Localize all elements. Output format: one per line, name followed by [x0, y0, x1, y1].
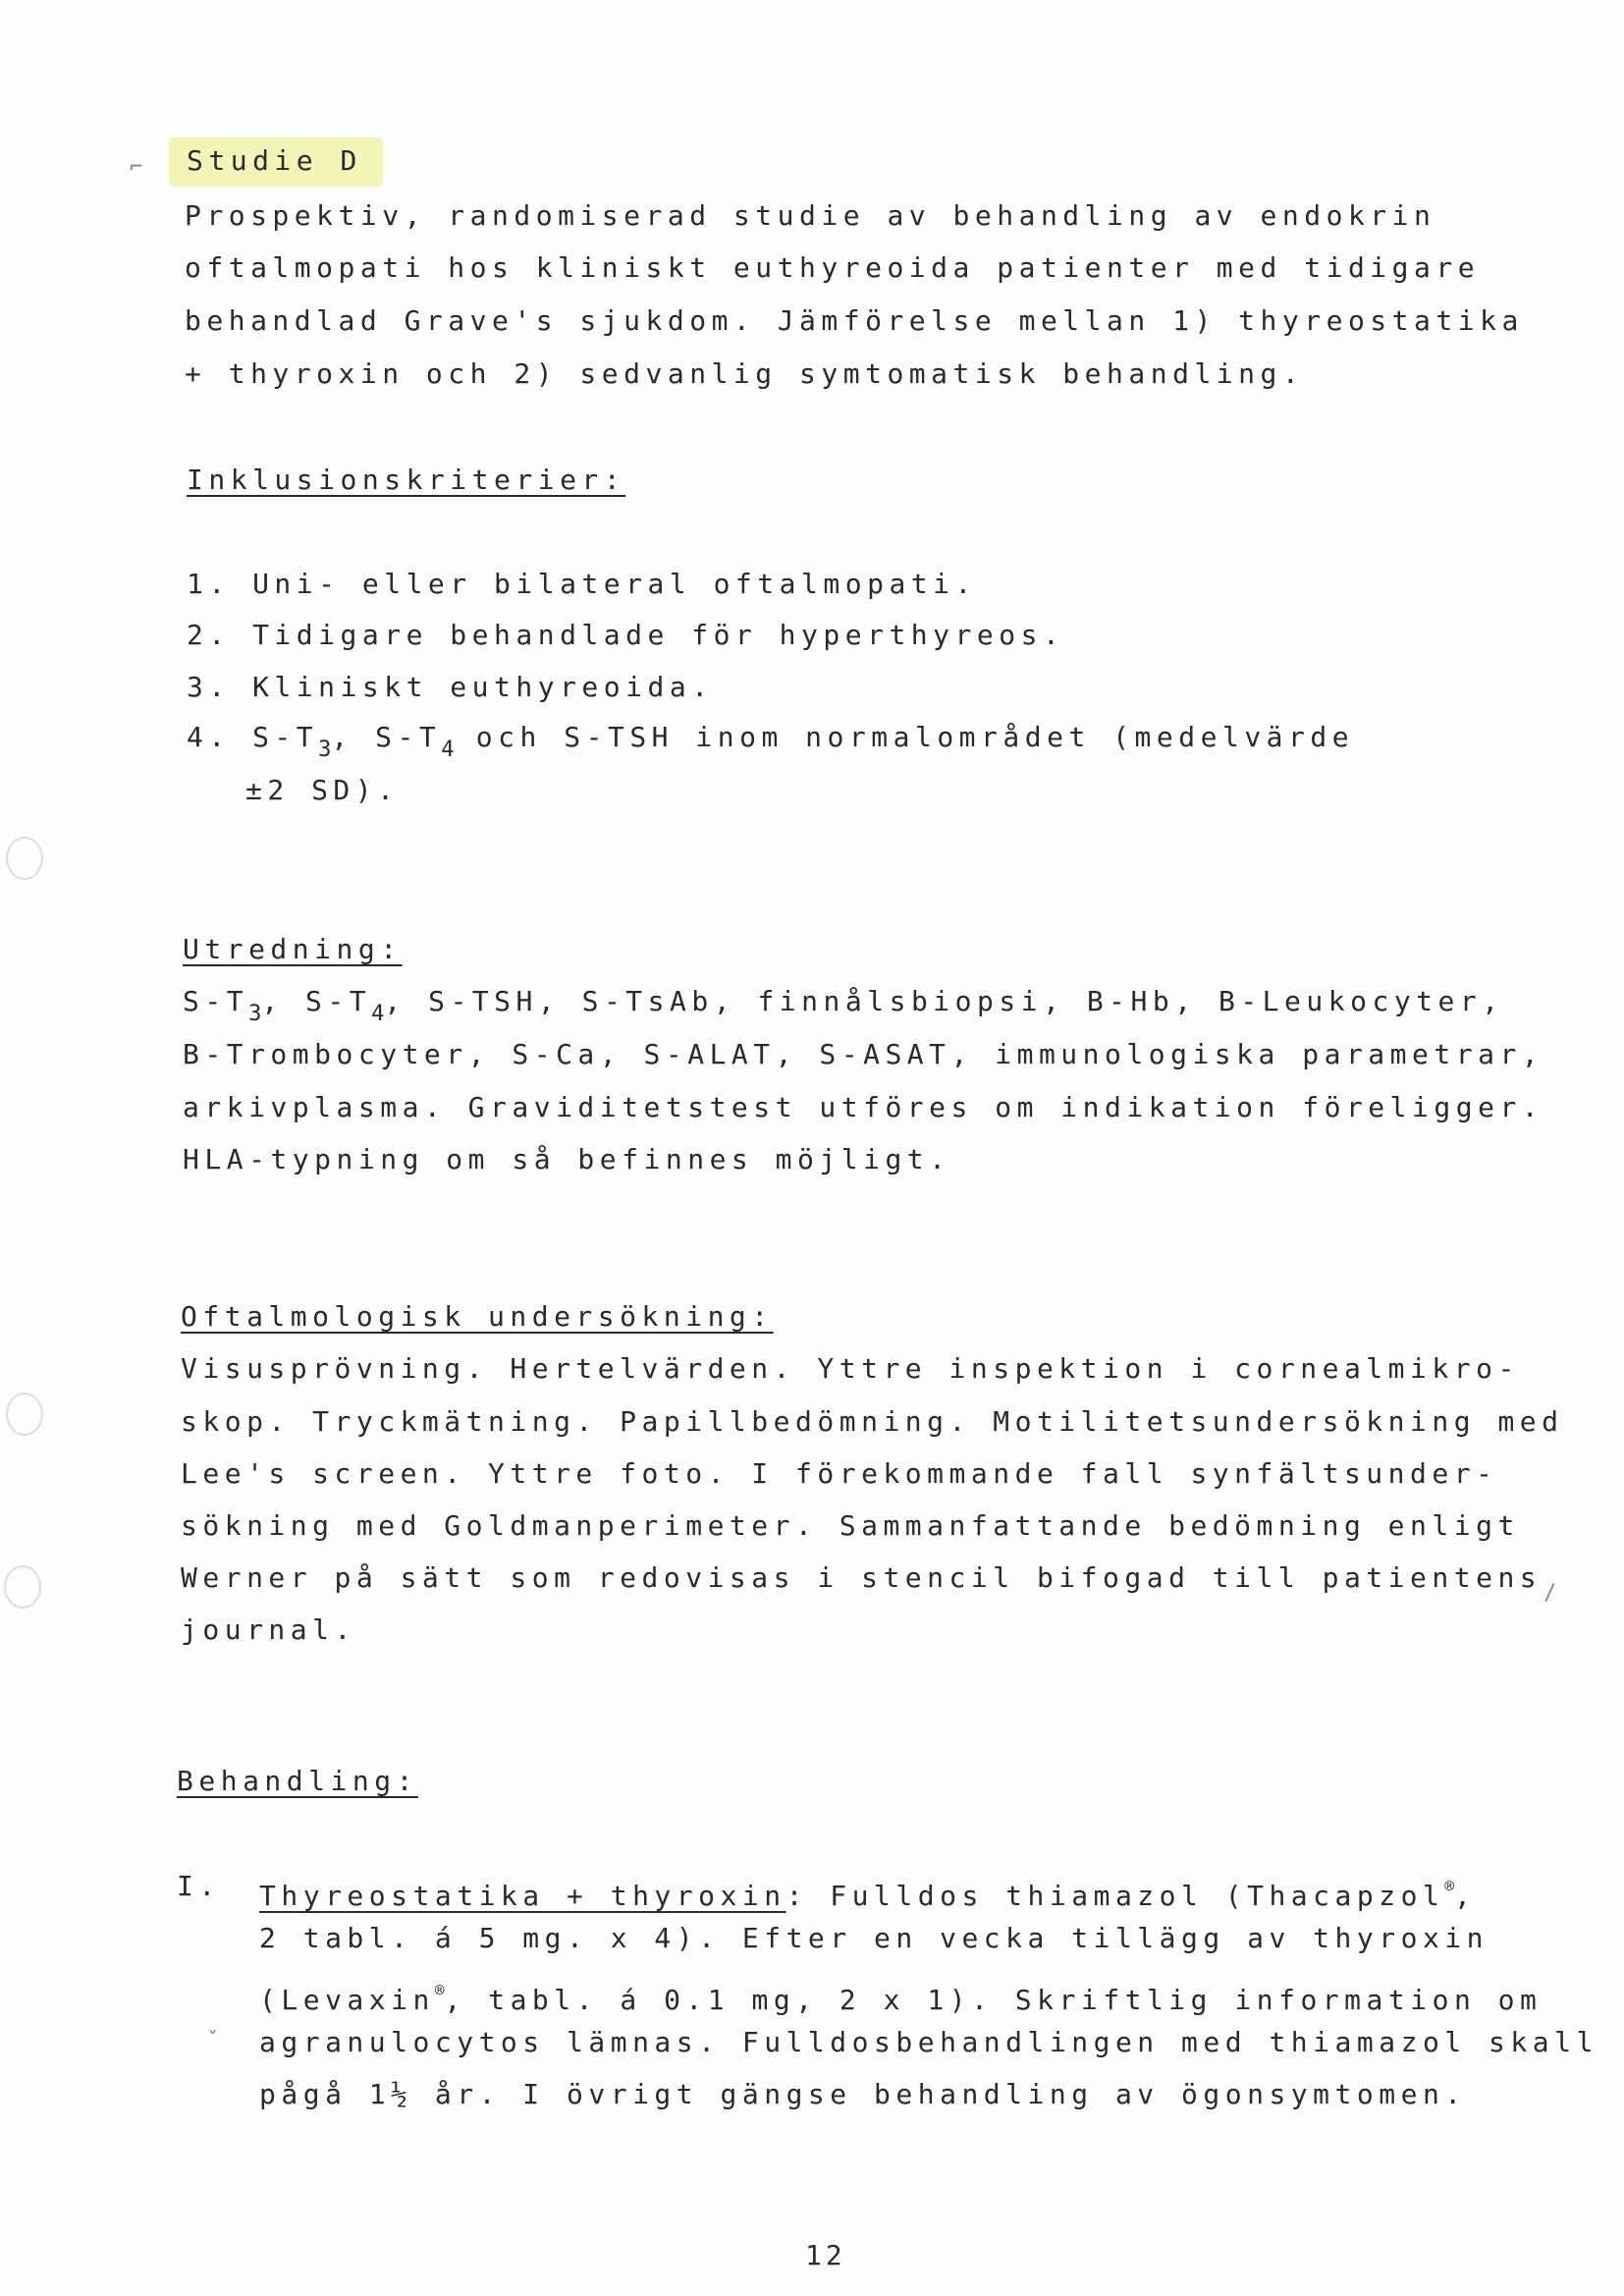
intro-line-1: Prospektiv, randomiserad studie av behandling av endokrin: [185, 199, 1436, 232]
margin-mark: /: [1543, 1581, 1557, 1606]
utredning-line-3: arkivplasma. Graviditetstest utföres om indikation föreligger.: [183, 1091, 1544, 1123]
punch-hole-mark: [6, 1393, 43, 1436]
intro-line-3: behandlad Grave's sjukdom. Jämförelse mellan 1) thyreostatika: [185, 304, 1524, 337]
utredning-title: Utredning:: [183, 933, 403, 965]
behandling-line-5: pågå 1½ år. I övrigt gängse behandling av ögonsymtomen.: [259, 2078, 1467, 2110]
utredning-line-4: HLA-typning om så befinnes möjligt.: [183, 1143, 951, 1175]
behandling-line-1: Thyreostatika + thyroxin: Fulldos thiamazol (Thacapzol®,: [259, 1877, 1477, 1912]
punch-hole-mark: [4, 1565, 41, 1609]
page-number: 12: [805, 2239, 846, 2271]
inclusion-title: Inklusionskriterier:: [187, 464, 626, 496]
study-heading: Studie D: [187, 144, 362, 177]
margin-mark: ˇ: [206, 2029, 220, 2053]
behandling-line-2: 2 tabl. á 5 mg. x 4). Efter en vecka tillägg av thyroxin: [259, 1922, 1489, 1954]
utredning-line-1: $S-T_3$, $S-T_4$, S-TSH, S-TsAb, finnålsbiopsi, B-Hb, B-Leukocyter,: [183, 985, 1504, 1026]
behandling-item-number: I.: [177, 1870, 221, 1902]
utredning-line-2: B-Trombocyter, S-Ca, S-ALAT, S-ASAT, immunologiska parametrar,: [183, 1038, 1544, 1070]
inclusion-item-4: 4. $S-T_3$, $S-T_4$ och S-TSH inom normalområdet (medelvärde: [187, 721, 1355, 762]
oftalmologisk-line-5: Werner på sätt som redovisas i stencil bifogad till patientens: [181, 1561, 1543, 1594]
inclusion-item-3: 3. Kliniskt euthyreoida.: [187, 671, 714, 703]
inclusion-item-2: 2. Tidigare behandlade för hyperthyreos.: [187, 619, 1065, 651]
intro-line-4: + thyroxin och 2) sedvanlig symtomatisk behandling.: [185, 357, 1305, 390]
margin-mark: ⌐: [130, 155, 143, 180]
inclusion-item-4-cont: ±2 SD).: [245, 774, 400, 806]
oftalmologisk-line-3: Lee's screen. Yttre foto. I förekommande fall synfältsunder-: [181, 1457, 1498, 1490]
behandling-title: Behandling:: [177, 1765, 418, 1797]
oftalmologisk-line-2: skop. Tryckmätning. Papillbedömning. Motilitetsundersökning med: [181, 1405, 1564, 1438]
inclusion-item-1: 1. Uni- eller bilateral oftalmopati.: [187, 568, 977, 600]
oftalmologisk-line-4: sökning med Goldmanperimeter. Sammanfattande bedömning enligt: [181, 1509, 1520, 1542]
punch-hole-mark: [6, 837, 43, 880]
oftalmologisk-title: Oftalmologisk undersökning:: [181, 1300, 774, 1333]
oftalmologisk-line-1: Visusprövning. Hertelvärden. Yttre inspektion i cornealmikro-: [181, 1352, 1520, 1385]
intro-line-2: oftalmopati hos kliniskt euthyreoida patienter med tidigare: [185, 251, 1481, 284]
behandling-line-4: agranulocytos lämnas. Fulldosbehandlingen med thiamazol skall: [259, 2026, 1598, 2058]
behandling-line-3: (Levaxin®, tabl. á 0.1 mg, 2 x 1). Skriftlig information om: [259, 1981, 1543, 2016]
oftalmologisk-line-6: journal.: [181, 1613, 356, 1646]
